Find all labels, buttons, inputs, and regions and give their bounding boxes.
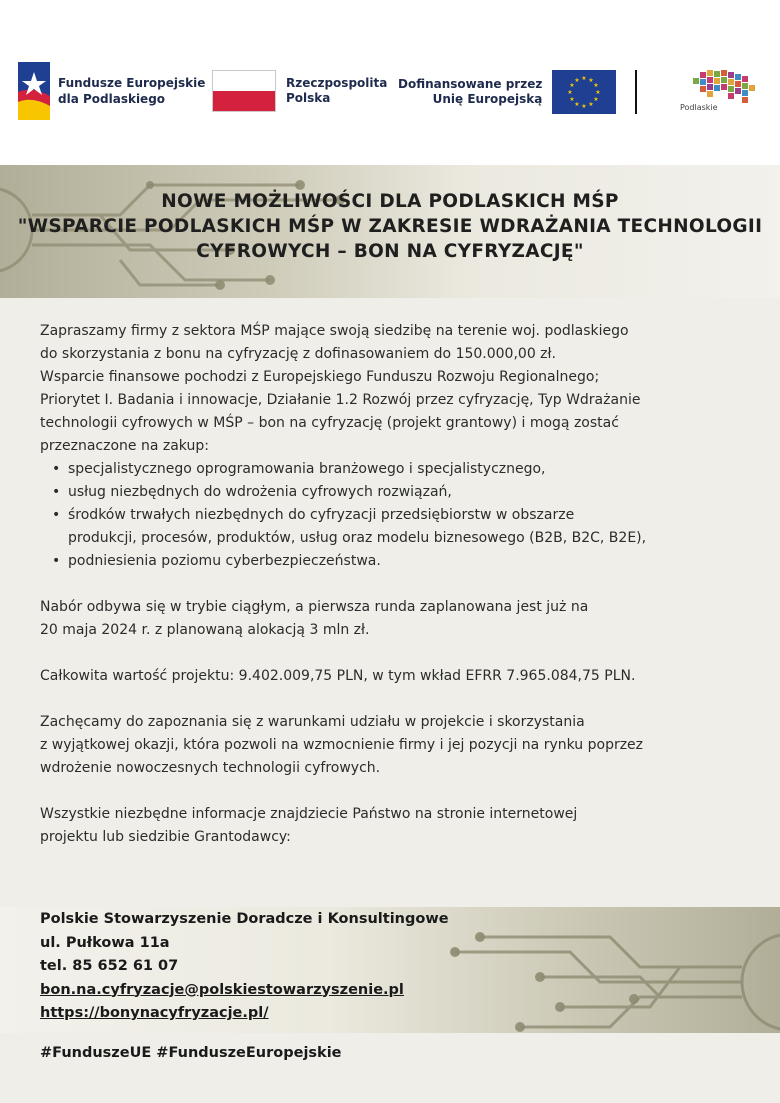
list-item: • specjalistycznego oprogramowania branżowego i specjalistycznego, (68, 458, 746, 481)
rp-line1: Rzeczpospolita (286, 76, 388, 90)
eu-flag-icon (552, 70, 616, 114)
eu-line2: Unię Europejską (432, 92, 543, 106)
eu-logo (398, 70, 616, 114)
info-paragraph: Wszystkie niezbędne informacje znajdziecie Państwo na stronie internetowej projektu lub siedzibie Grantodawcy: (40, 806, 578, 845)
body-text (40, 320, 746, 849)
svg-text:★: ★ (595, 89, 602, 96)
poland-flag-icon (212, 70, 276, 112)
svg-text:★: ★ (588, 77, 595, 84)
svg-text:★: ★ (593, 82, 600, 89)
podlaskie-label: Podlaskie (680, 103, 718, 112)
svg-text:★: ★ (588, 101, 595, 108)
intro-line: Priorytet I. Badania i innowacje, Działanie 1.2 Rozwój przez cyfryzację, Typ Wdrażanie (40, 392, 641, 408)
phone: tel. 85 652 61 07 (40, 958, 179, 974)
email-link[interactable]: bon.na.cyfryzacje@polskiestowarzyszenie.pl (40, 981, 404, 998)
org-name: Polskie Stowarzyszenie Doradcze i Konsultingowe (40, 911, 449, 927)
svg-text:★: ★ (569, 96, 576, 103)
svg-text:★: ★ (581, 103, 588, 110)
intro-line: Wsparcie finansowe pochodzi z Europejskiego Funduszu Rozwoju Regionalnego; (40, 369, 600, 385)
intro-line: technologii cyfrowych w MŚP – bon na cyfryzację (projekt grantowy) i mogą zostać (40, 415, 619, 431)
rp-line2: Polska (286, 91, 331, 105)
headline-line1: NOWE MOŻLIWOŚCI DLA PODLASKICH MŚP (161, 191, 619, 212)
headline-line3: CYFROWYCH – BON NA CYFRYZACJĘ" (196, 241, 584, 262)
fe-star-icon (18, 62, 50, 120)
encouragement-paragraph: Zachęcamy do zapoznania się z warunkami udziału w projekcie i skorzystania z wyjątkowej okazji, która pozwoli na wzmocnienie firmy i jej pozycji na rynku poprzez wdrożenie nowoczesnych technologii cyfrowych. (40, 714, 644, 776)
intro-line: przeznaczone na zakup: (40, 438, 209, 454)
website-link[interactable]: https://bonynacyfryzacje.pl/ (40, 1005, 269, 1021)
logo-divider (635, 70, 637, 114)
fe-line2: dla Podlaskiego (58, 92, 166, 106)
nabor-paragraph: Nabór odbywa się w trybie ciągłym, a pierwsza runda zaplanowana jest już na 20 maja 2024 r. z planowaną alokacją 3 mln zł. (40, 599, 589, 638)
address: ul. Pułkowa 11a (40, 934, 170, 951)
svg-text:★: ★ (567, 89, 574, 96)
list-item: • środków trwałych niezbędnych do cyfryzacji przedsiębiorstw w obszarze produkcji, procesów, produktów, usług oraz modelu biznesowego (B2B, B2C, B2E), (68, 504, 746, 550)
list-item: • usług niezbędnych do wdrożenia cyfrowych rozwiązań, (68, 481, 746, 504)
purchase-list (68, 458, 746, 573)
intro-line: do skorzystania z bonu na cyfryzację z dofinasowaniem do 150.000,00 zł. (40, 346, 556, 362)
rzeczpospolita-logo (212, 70, 387, 112)
logo-bar (0, 0, 780, 165)
fundusze-europejskie-logo (18, 62, 205, 120)
headline-line2: "WSPARCIE PODLASKICH MŚP W ZAKRESIE WDRAŻANIA TECHNOLOGII (17, 216, 763, 237)
svg-text:★: ★ (581, 75, 588, 82)
contact-block (40, 908, 449, 1026)
svg-text:★: ★ (593, 96, 600, 103)
eu-line1: Dofinansowane przez (398, 77, 543, 91)
list-item: • podniesienia poziomu cyberbezpieczeństwa. (68, 550, 746, 573)
svg-text:★: ★ (574, 77, 581, 84)
svg-text:★: ★ (569, 82, 576, 89)
project-value: Całkowita wartość projektu: 9.402.009,75 PLN, w tym wkład EFRR 7.965.084,75 PLN. (40, 668, 636, 684)
headline (0, 189, 780, 264)
svg-text:★: ★ (574, 101, 581, 108)
intro-paragraph (40, 320, 746, 458)
intro-line: Zapraszamy firmy z sektora MŚP mające swoją siedzibę na terenie woj. podlaskiego (40, 323, 629, 339)
hashtags: #FunduszeUE #FunduszeEuropejskie (40, 1045, 342, 1061)
fe-line1: Fundusze Europejskie (58, 76, 206, 90)
